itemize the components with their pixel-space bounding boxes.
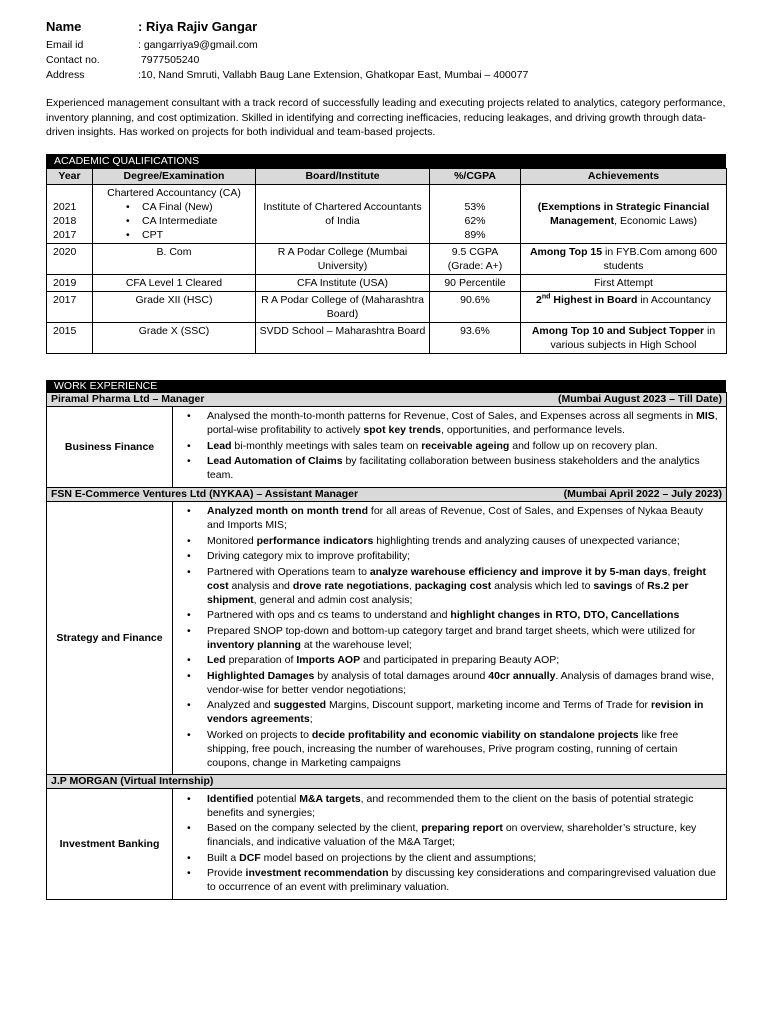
list-item: • Monitored performance indicators highlighting trends and analyzing causes of unexpected variance; [179, 534, 720, 548]
email-row [46, 38, 726, 53]
table-row: 2019 CFA Level 1 Cleared CFA Institute (USA) 90 Percentile First Attempt [47, 274, 727, 291]
list-item: • Highlighted Damages by analysis of total damages around 40cr annually. Analysis of damages brand wise, vendor-wise for better vendor negotiations; [179, 669, 720, 697]
company-name: J.P MORGAN (Virtual Internship) [51, 775, 214, 787]
contact-label: Contact no. [46, 54, 100, 66]
list-item: • Prepared SNOP top-down and bottom-up category target and brand target sheets, which were utilized for inventory planning at the warehouse level; [179, 624, 720, 652]
company-row-piramal [47, 392, 727, 406]
academic-title: ACADEMIC QUALIFICATIONS [46, 154, 726, 168]
achievement-cell: (Exemptions in Strategic Financial Management, Economic Laws) [521, 184, 727, 243]
company-name: FSN E-Commerce Ventures Ltd (NYKAA) – Assistant Manager [51, 487, 359, 500]
list-item: • Lead bi-monthly meetings with sales team on receivable ageing and follow up on recovery plan. [179, 439, 720, 453]
work-title: WORK EXPERIENCE [46, 380, 726, 392]
list-item: • Identified potential M&A targets, and recommended them to the client on the basis of potential strategic benefits and synergies; [179, 792, 720, 820]
list-item: • CPT [126, 228, 252, 242]
list-item: • Partnered with Operations team to analyze warehouse efficiency and improve it by 5-man days, freight cost analysis and drove rate negotiations, packaging cost analysis which led to savings of Rs.2 per shipment, general and admin cost analysis; [179, 565, 720, 607]
role-label: Business Finance [47, 406, 173, 487]
table-row: 2017 Grade XII (HSC) R A Podar College of (Maharashtra Board) 90.6% 2nd Highest in Board in Accountancy [47, 291, 727, 322]
name-label: Name [46, 19, 82, 34]
work-table [46, 392, 727, 900]
list-item: • Built a DCF model based on projections by the client and assumptions; [179, 851, 720, 865]
list-item: • Partnered with ops and cs teams to understand and highlight changes in RTO, DTO, Cancellations [179, 608, 720, 622]
email-label: Email id [46, 39, 84, 51]
table-row: 2015 Grade X (SSC) SVDD School – Maharashtra Board 93.6% Among Top 10 and Subject Topper in various subjects in High School [47, 322, 727, 353]
academic-section [46, 154, 726, 354]
academic-table [46, 168, 727, 354]
board-cell: Institute of Chartered Accountants of India [256, 184, 430, 243]
profile-summary: Experienced management consultant with a track record of successfully leading and executing projects related to analytics, category performance, inventory planning, and cost optimization. Skilled in identifying and correcting inefficacies, reducing leakages, and driving growth through data-driven insights. Has worked on projects for both individual and team-based projects. [46, 97, 726, 138]
resume-page [46, 18, 726, 900]
col-score: %/CGPA [430, 168, 521, 184]
list-item: • Analyzed and suggested Margins, Discount support, marketing income and Terms of Trade for revision in vendors agreements; [179, 698, 720, 726]
name-value: : Riya Rajiv Gangar [138, 19, 258, 34]
col-degree: Degree/Examination [93, 168, 256, 184]
contact-value: 7977505240 [138, 54, 200, 66]
list-item: • Led preparation of Imports AOP and participated in preparing Beauty AOP; [179, 653, 720, 667]
list-item: • Worked on projects to decide profitability and economic viability on standalone projects like free shipping, free pouch, increasing the number of warehouses, Prive program costing, running of certain coupons, change in Marketing campaigns [179, 728, 720, 770]
name-row [46, 18, 726, 36]
list-item: • Analyzed month on month trend for all areas of Revenue, Cost of Sales, and Expenses of Nykaa Beauty and Imports MIS; [179, 504, 720, 532]
list-item: • Based on the company selected by the client, preparing report on overview, shareholder’s structure, key financials, and indicative valuation of the M&A Target; [179, 821, 720, 849]
table-row [47, 184, 727, 243]
list-item: • Lead Automation of Claims by facilitating collaboration between business stakeholders and the analytics team. [179, 454, 720, 482]
table-row: 2020 B. Com R A Podar College (Mumbai University) 9.5 CGPA (Grade: A+) Among Top 15 in FYB.Com among 600 students [47, 243, 727, 274]
address-row [46, 68, 726, 83]
address-label: Address [46, 69, 85, 81]
degree-cell: Chartered Accountancy (CA) • CA Final (New) • CA Intermediate • CPT [93, 184, 256, 243]
table-row [47, 406, 727, 487]
contact-row [46, 53, 726, 68]
list-item: • CA Intermediate [126, 214, 252, 228]
list-item: • Driving category mix to improve profitability; [179, 549, 720, 563]
role-label: Investment Banking [47, 789, 173, 900]
list-item: • CA Final (New) [126, 200, 252, 214]
table-row [47, 501, 727, 775]
list-item: • Provide investment recommendation by discussing key considerations and comparingrevised valuation due to occurrence of an event with preliminary valuation. [179, 866, 720, 894]
email-value[interactable]: : gangarriya9@gmail.com [138, 39, 258, 51]
company-period: (Mumbai April 2022 – July 2023) [563, 487, 722, 500]
col-achievements: Achievements [521, 168, 727, 184]
table-row [47, 789, 727, 900]
score-cell: 53% 62% 89% [430, 184, 521, 243]
col-year: Year [47, 168, 93, 184]
list-item: • Analysed the month-to-month patterns for Revenue, Cost of Sales, and Expenses across all segments in MIS, portal-wise profitability to actively spot key trends, opportunities, and performance levels. [179, 409, 720, 437]
company-row-jpmorgan [47, 775, 727, 789]
company-name: Piramal Pharma Ltd – Manager [51, 392, 205, 405]
company-row-nykaa [47, 487, 727, 501]
col-board: Board/Institute [256, 168, 430, 184]
address-value: :10, Nand Smruti, Vallabh Baug Lane Extension, Ghatkopar East, Mumbai – 400077 [138, 69, 529, 81]
company-period: (Mumbai August 2023 – Till Date) [558, 392, 722, 405]
work-section [46, 380, 726, 900]
role-label: Strategy and Finance [47, 501, 173, 775]
academic-header-row [47, 168, 727, 184]
year-cell: 2021 2018 2017 [47, 184, 93, 243]
